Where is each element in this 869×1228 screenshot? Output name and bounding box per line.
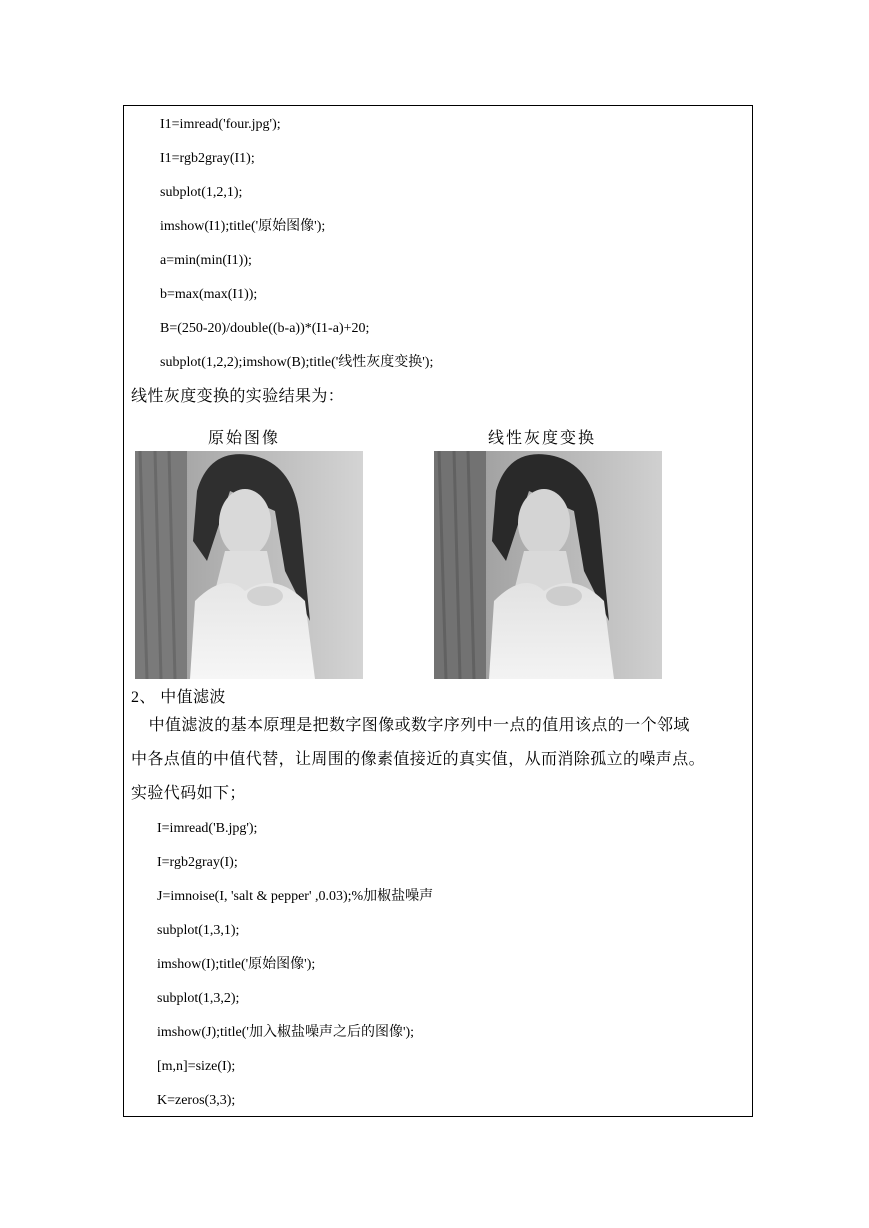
figure-left-title: 原始图像 — [208, 428, 281, 447]
code-line: I=imread('B.jpg'); — [157, 821, 258, 836]
code-line: I1=imread('four.jpg'); — [160, 117, 281, 132]
code-line: J=imnoise(I, 'salt & pepper' ,0.03);%加椒盐噪声 — [157, 889, 434, 904]
code-line: B=(250-20)/double((b-a))*(I1-a)+20; — [160, 321, 370, 336]
result-caption: 线性灰度变换的实验结果为： — [131, 388, 345, 405]
code-line: [m,n]=size(I); — [157, 1059, 236, 1074]
code-line: imshow(I);title('原始图像'); — [157, 957, 316, 972]
code-line: a=min(min(I1)); — [160, 253, 252, 268]
paragraph-line: 中值滤波的基本原理是把数字图像或数字序列中一点的值用该点的一个邻域 — [131, 717, 690, 734]
code-line: imshow(J);title('加入椒盐噪声之后的图像'); — [157, 1025, 415, 1040]
code-line: subplot(1,3,1); — [157, 923, 240, 938]
paragraph-line: 实验代码如下； — [131, 785, 246, 802]
code-line: b=max(max(I1)); — [160, 287, 258, 302]
code-line: imshow(I1);title('原始图像'); — [160, 219, 326, 234]
code-line: subplot(1,3,2); — [157, 991, 240, 1006]
figure-right-title: 线性灰度变换 — [488, 428, 597, 447]
section-heading: 2、 中值滤波 — [131, 689, 226, 706]
linear-transform-grayscale-photo — [434, 451, 662, 679]
code-line: I1=rgb2gray(I1); — [160, 151, 255, 166]
paragraph-line: 中各点值的中值代替，让周围的像素值接近的真实值，从而消除孤立的噪声点。 — [131, 751, 706, 768]
code-line: subplot(1,2,1); — [160, 185, 243, 200]
code-line: K=zeros(3,3); — [157, 1093, 236, 1108]
code-line: I=rgb2gray(I); — [157, 855, 238, 870]
original-grayscale-photo — [135, 451, 363, 679]
code-line: subplot(1,2,2);imshow(B);title('线性灰度变换'); — [160, 355, 434, 370]
